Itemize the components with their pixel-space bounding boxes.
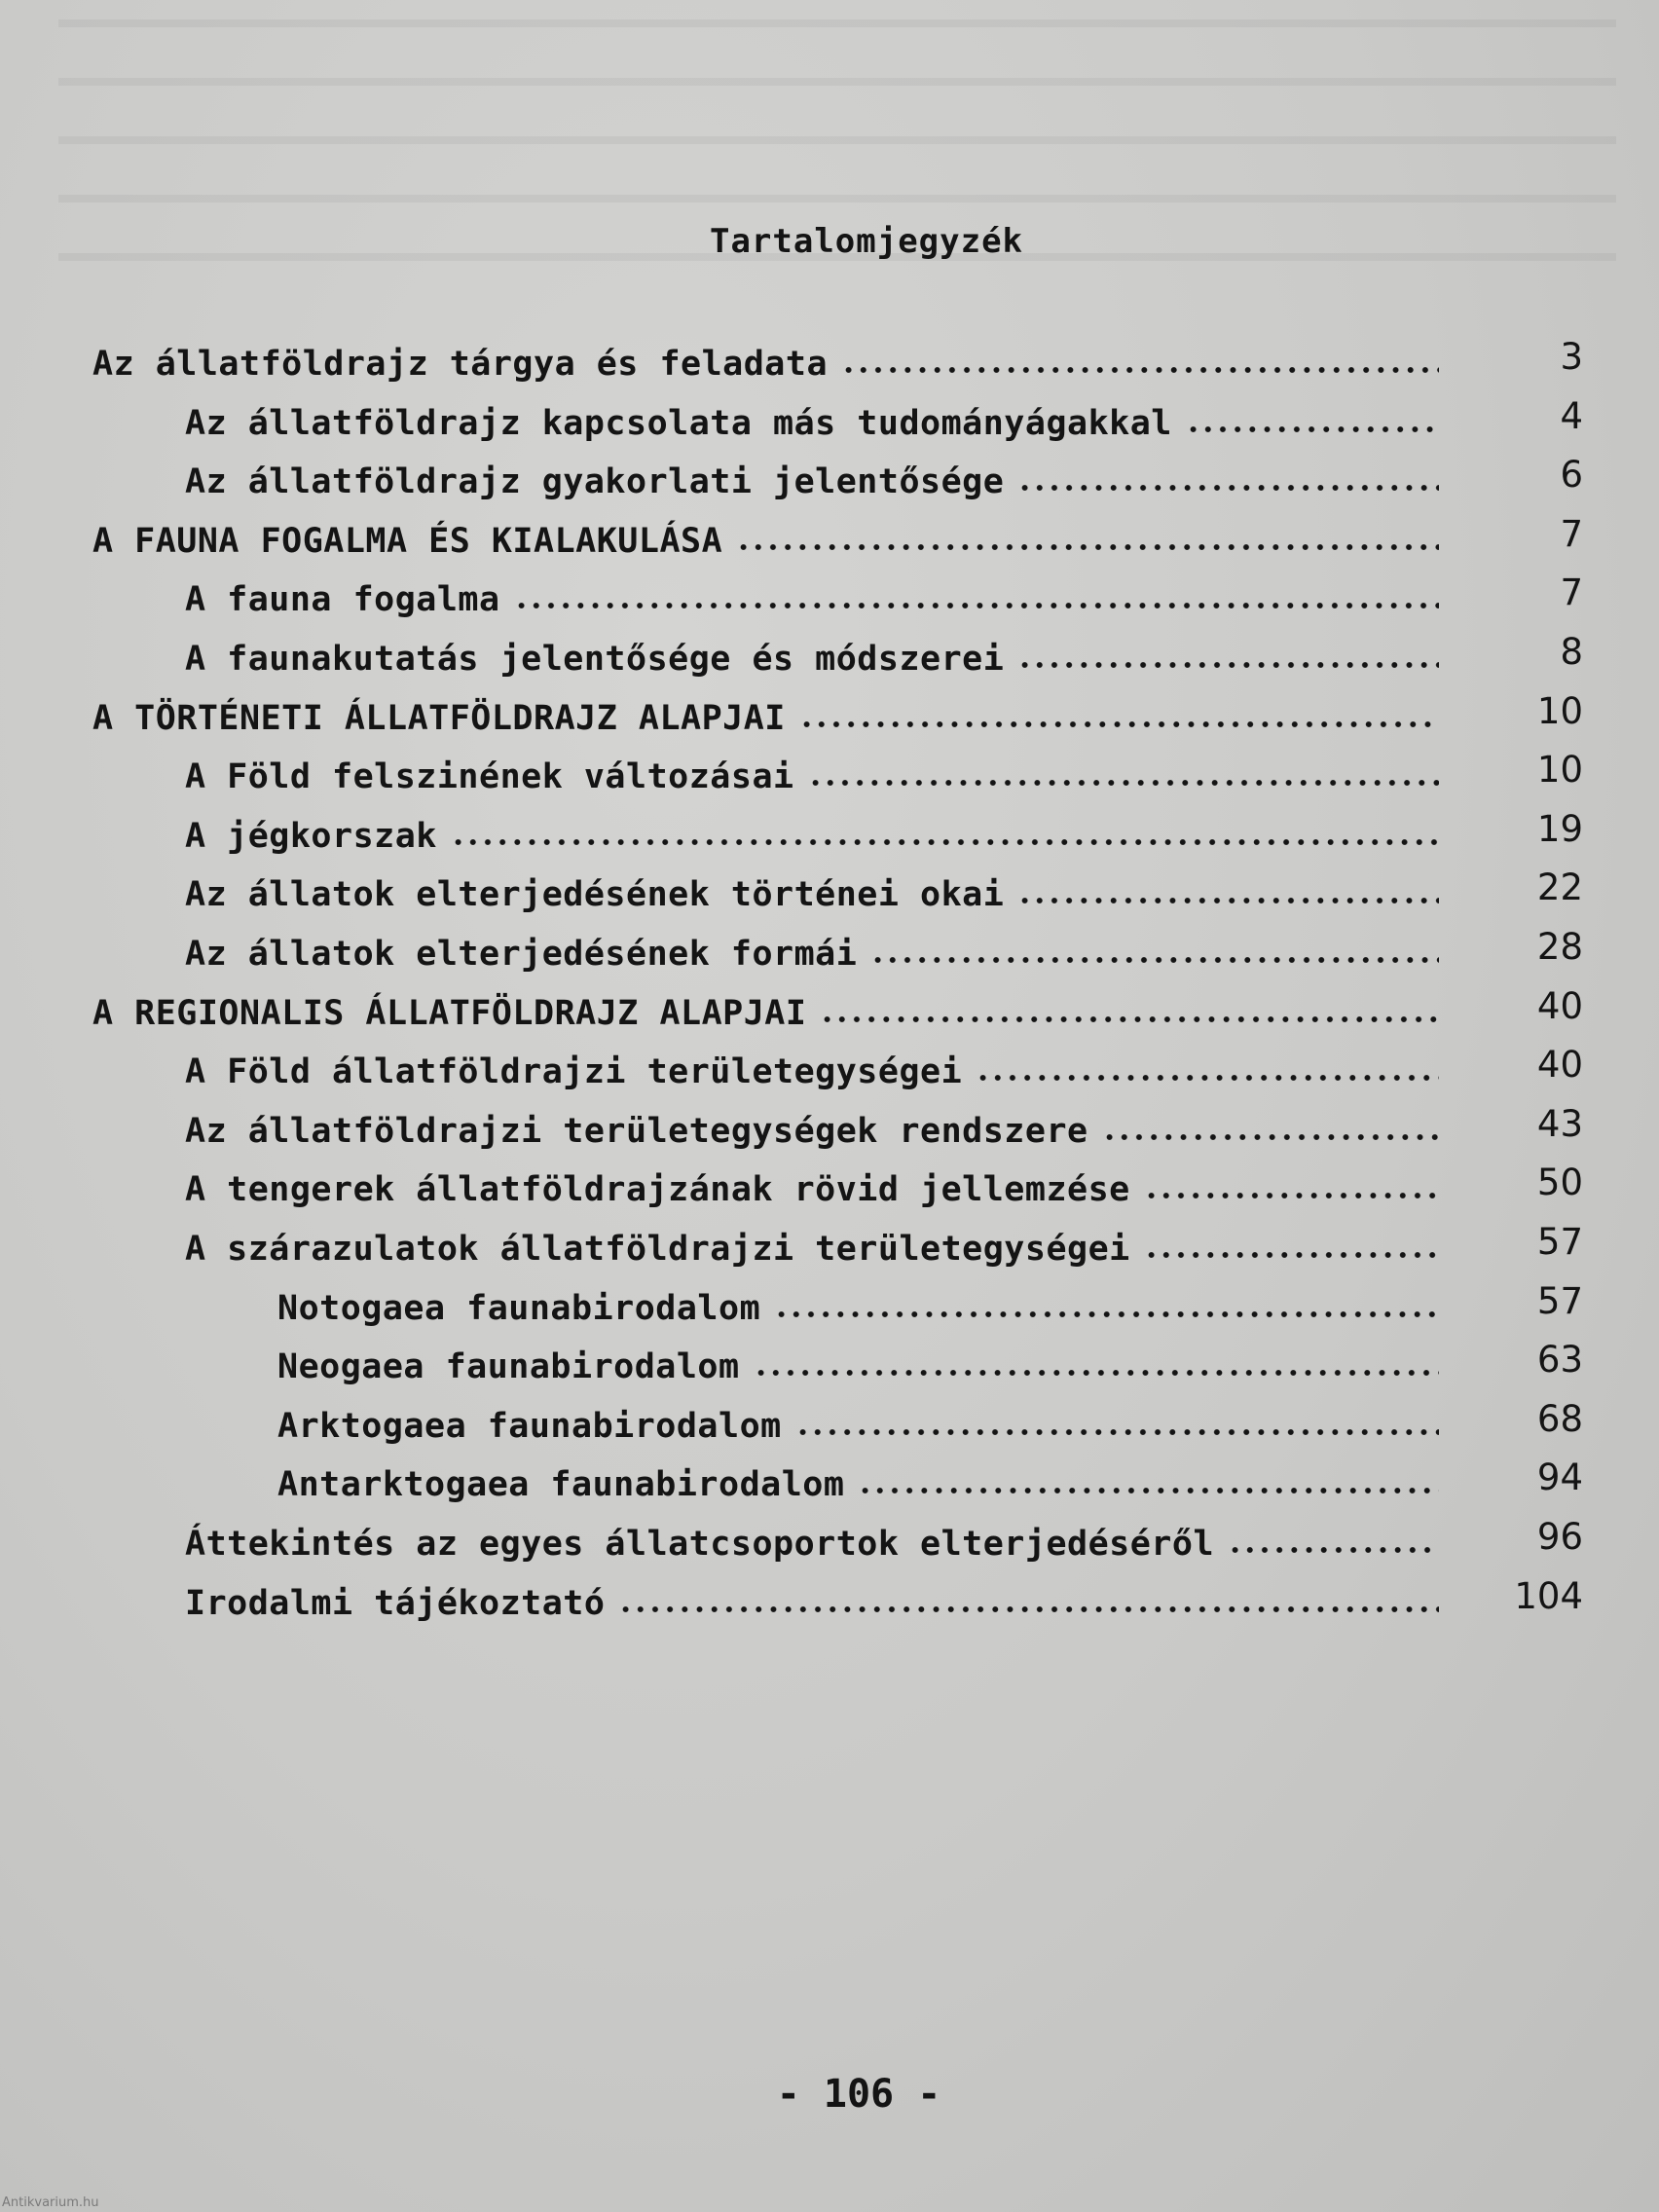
toc-entry [277, 1339, 1583, 1387]
toc-entry-label: Áttekintés az egyes állatcsoportok elterjedéséről [185, 1525, 1215, 1564]
toc-entry-line [277, 1398, 1447, 1446]
toc-entry [185, 1516, 1583, 1565]
toc-entry-line [92, 985, 1447, 1033]
toc-entry-label: Antarktogaea faunabirodalom [277, 1465, 845, 1505]
toc-entry-page-number: 8 [1560, 631, 1583, 673]
toc-entry-page-number: 40 [1536, 1044, 1583, 1087]
dot-leader [774, 1288, 1439, 1327]
toc-entry [92, 336, 1583, 385]
dot-leader [1017, 639, 1439, 678]
toc-entry-line [185, 1221, 1447, 1269]
toc-entry-line [185, 395, 1447, 443]
dot-leader [1228, 1524, 1439, 1563]
toc-entry-page-number: 19 [1536, 807, 1583, 850]
toc-entry-line [185, 631, 1447, 679]
toc-entry-page-number: 22 [1536, 866, 1583, 909]
dot-leader [799, 698, 1439, 737]
toc-entry-label: A FAUNA FOGALMA ÉS KIALAKULÁSA [92, 521, 723, 561]
toc-entry-page-number: 10 [1536, 689, 1583, 732]
toc-entry-label: A fauna fogalma [185, 580, 500, 620]
dot-leader [736, 521, 1439, 560]
toc-entry-label: A jégkorszak [185, 816, 437, 856]
toc-entry-page-number: 3 [1560, 336, 1583, 378]
toc-entry [185, 1044, 1583, 1092]
dot-leader [841, 344, 1439, 383]
toc-entry-label: Az állatföldrajz kapcsolata más tudományágakkal [185, 403, 1172, 443]
toc-entry [185, 926, 1583, 975]
toc-entry-line [185, 1575, 1447, 1623]
toc-entry [277, 1280, 1583, 1329]
toc-entry-line [185, 926, 1447, 974]
dot-leader [1144, 1229, 1439, 1268]
toc-entry-page-number: 68 [1536, 1397, 1583, 1440]
toc-entry-label: A Föld felszinének változásai [185, 757, 794, 797]
toc-entry-label: A faunakutatás jelentősége és módszerei [185, 640, 1005, 679]
toc-entry [92, 690, 1583, 739]
toc-entry-label: Az állatföldrajzi területegységek rendszere [185, 1111, 1088, 1151]
toc-entry-page-number: 94 [1536, 1456, 1583, 1499]
page-number-footer: - 106 - [776, 2072, 941, 2117]
toc-entry-page-number: 57 [1536, 1279, 1583, 1322]
dot-leader [451, 816, 1439, 855]
dot-leader [754, 1346, 1439, 1385]
toc-entry-label: Az állatok elterjedésének formái [185, 935, 858, 974]
toc-entry-line [185, 866, 1447, 914]
toc-entry-line [185, 1044, 1447, 1091]
toc-entry [277, 1456, 1583, 1505]
toc-entry-page-number: 50 [1536, 1161, 1583, 1204]
toc-entry [185, 454, 1583, 502]
dot-leader [618, 1583, 1439, 1622]
toc-entry-line [185, 749, 1447, 796]
dot-leader [1017, 874, 1439, 913]
toc-entry [185, 808, 1583, 857]
dot-leader [870, 934, 1439, 973]
toc-entry-page-number: 6 [1560, 454, 1583, 497]
toc-entry-label: Arktogaea faunabirodalom [277, 1406, 782, 1446]
toc-entry-page-number: 96 [1536, 1516, 1583, 1558]
dot-leader [1102, 1111, 1439, 1150]
toc-entry-line [277, 1339, 1447, 1386]
toc-entry-line [185, 1516, 1447, 1564]
toc-entry-line [92, 690, 1447, 738]
dot-leader [795, 1406, 1439, 1445]
toc-entry [92, 985, 1583, 1034]
toc-entry-label: A REGIONALIS ÁLLATFÖLDRAJZ ALAPJAI [92, 993, 807, 1033]
toc-entry-page-number: 4 [1560, 394, 1583, 437]
toc-entry [185, 749, 1583, 797]
toc-entry-line [185, 808, 1447, 856]
toc-entry [185, 1221, 1583, 1270]
toc-entry-line [92, 336, 1447, 384]
watermark-text: Antikvarium.hu [2, 2195, 99, 2210]
toc-entry [185, 1161, 1583, 1210]
toc-entry-page-number: 63 [1536, 1339, 1583, 1382]
dot-leader [1017, 461, 1439, 500]
toc-entry-label: A szárazulatok állatföldrajzi területegységei [185, 1230, 1130, 1269]
bleed-through-texture [58, 19, 1616, 312]
toc-entry-line [185, 1161, 1447, 1209]
dot-leader [514, 579, 1439, 618]
toc-entry-label: Irodalmi tájékoztató [185, 1583, 606, 1623]
toc-entry-label: Az állatföldrajz gyakorlati jelentősége [185, 462, 1005, 502]
toc-entry-page-number: 10 [1536, 749, 1583, 792]
toc-entry [185, 866, 1583, 915]
toc-entry-label: A TÖRTÉNETI ÁLLATFÖLDRAJZ ALAPJAI [92, 698, 786, 738]
toc-entry [185, 631, 1583, 680]
toc-entry-page-number: 40 [1536, 984, 1583, 1027]
toc-entry [185, 1103, 1583, 1152]
toc-entry-line [92, 513, 1447, 561]
toc-entry [277, 1398, 1583, 1447]
toc-entry-page-number: 43 [1536, 1102, 1583, 1145]
toc-entry-page-number: 104 [1514, 1574, 1583, 1617]
toc-entry [185, 1575, 1583, 1624]
toc-entry-label: Az állatföldrajz tárgya és feladata [92, 345, 829, 384]
toc-entry-line [185, 571, 1447, 619]
dot-leader [858, 1464, 1439, 1503]
toc-entry-page-number: 7 [1560, 512, 1583, 555]
toc-entry [185, 571, 1583, 620]
toc-entry-line [185, 454, 1447, 501]
toc-entry-label: Az állatok elterjedésének történei okai [185, 875, 1005, 915]
toc-entry-line [277, 1456, 1447, 1504]
toc-entry-label: A tengerek állatföldrajzának rövid jellemzése [185, 1170, 1130, 1210]
toc-entry-line [185, 1103, 1447, 1151]
toc-entry-label: Notogaea faunabirodalom [277, 1288, 761, 1328]
dot-leader [808, 756, 1439, 795]
dot-leader [820, 993, 1439, 1032]
toc-entry-label: A Föld állatföldrajzi területegységei [185, 1052, 963, 1092]
page-title: Tartalomjegyzék [709, 222, 1024, 261]
toc-entry [185, 395, 1583, 444]
toc-entry [92, 513, 1583, 562]
dot-leader [1144, 1169, 1439, 1208]
toc-entry-line [277, 1280, 1447, 1328]
toc-entry-page-number: 57 [1536, 1221, 1583, 1263]
toc-entry-label: Neogaea faunabirodalom [277, 1347, 740, 1387]
dot-leader [976, 1051, 1439, 1090]
dot-leader [1186, 403, 1439, 442]
toc-entry-page-number: 28 [1536, 926, 1583, 968]
toc-entry-page-number: 7 [1560, 571, 1583, 614]
